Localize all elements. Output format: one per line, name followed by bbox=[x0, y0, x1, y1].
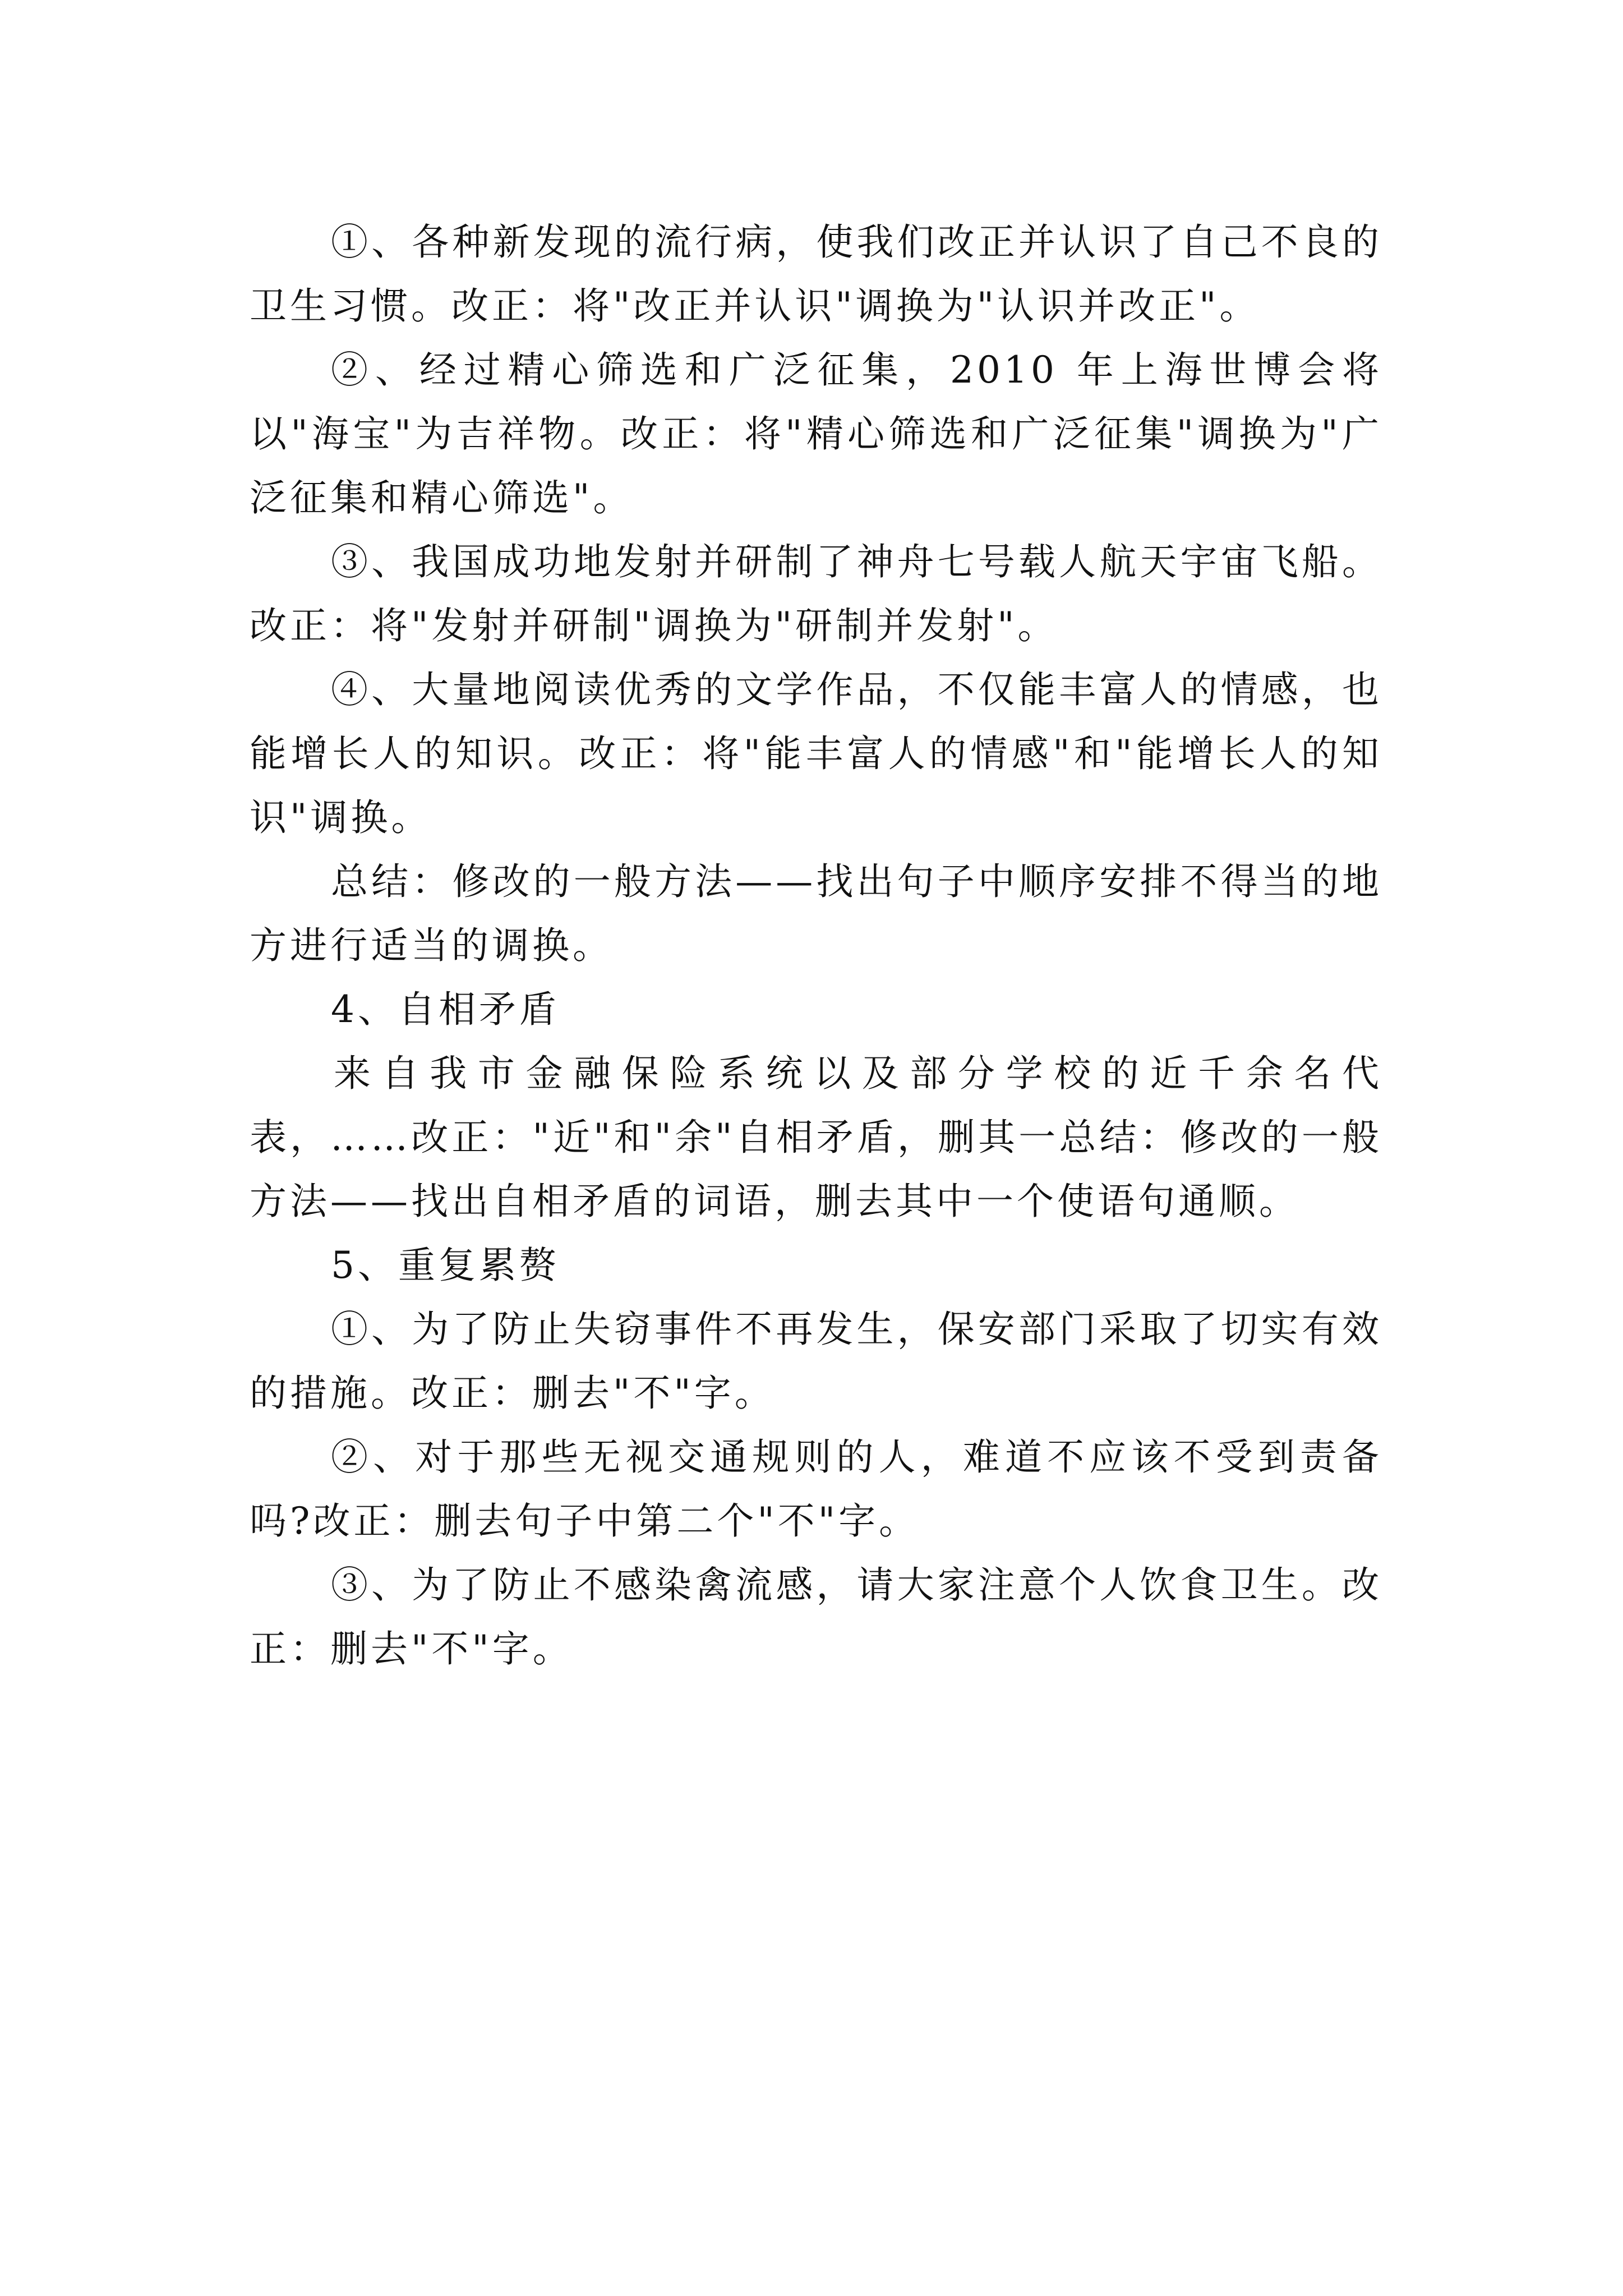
section-heading-redundancy: 5、重复累赘 bbox=[331, 1244, 560, 1287]
paragraph-summary: 总结：修改的一般方法——找出句子中顺序安排不得当的地方进行适当的调换。 bbox=[250, 860, 1382, 967]
paragraph-example-1: ①、各种新发现的流行病，使我们改正并认识了自己不良的卫生习惯。改正：将"改正并认识"调换为"认识并改正"。 bbox=[250, 220, 1382, 328]
paragraph-redundancy-2: ②、对于那些无视交通规则的人，难道不应该不受到责备吗?改正：删去句子中第二个"不"字。 bbox=[250, 1435, 1382, 1543]
paragraph-redundancy-3: ③、为了防止不感染禽流感，请大家注意个人饮食卫生。改正：删去"不"字。 bbox=[250, 1563, 1382, 1671]
paragraph-example-4: ④、大量地阅读优秀的文学作品，不仅能丰富人的情感，也能增长人的知识。改正：将"能丰富人的情感"和"能增长人的知识"调换。 bbox=[250, 668, 1382, 839]
document-body bbox=[250, 210, 1382, 1681]
paragraph-example-3: ③、我国成功地发射并研制了神舟七号载人航天宇宙飞船。改正：将"发射并研制"调换为"研制并发射"。 bbox=[250, 540, 1382, 647]
paragraph-redundancy-1: ①、为了防止失窃事件不再发生，保安部门采取了切实有效的措施。改正：删去"不"字。 bbox=[250, 1308, 1382, 1415]
section-heading-self-contradiction: 4、自相矛盾 bbox=[331, 988, 560, 1031]
paragraph-example-2: ②、经过精心筛选和广泛征集，2010 年上海世博会将以"海宝"为吉祥物。改正：将"精心筛选和广泛征集"调换为"广泛征集和精心筛选"。 bbox=[250, 348, 1382, 519]
paragraph-self-contradiction: 来自我市金融保险系统以及部分学校的近千余名代表，……改正："近"和"余"自相矛盾，删其一总结：修改的一般方法——找出自相矛盾的词语，删去其中一个使语句通顺。 bbox=[250, 1052, 1382, 1223]
